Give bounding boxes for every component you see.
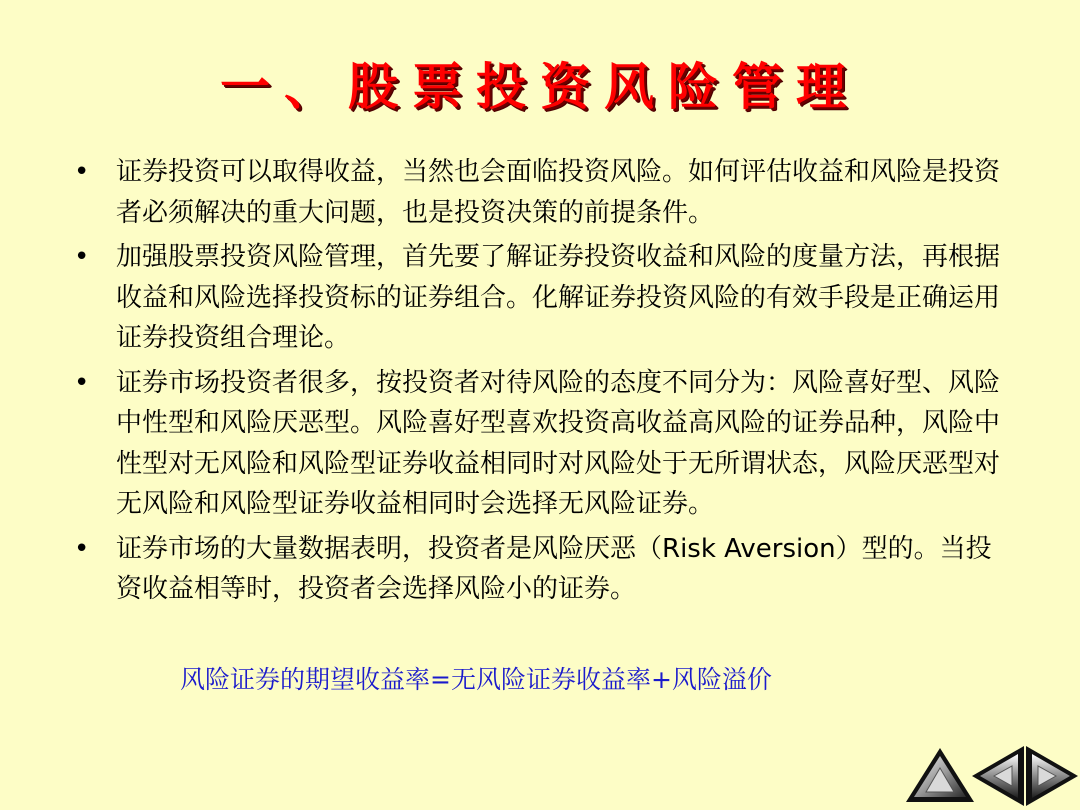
formula-text: 风险证券的期望收益率=无风险证券收益率+风险溢价 <box>180 665 772 694</box>
bullet-marker: • <box>74 367 90 398</box>
bullet-text: 加强股票投资风险管理，首先要了解证券投资收益和风险的度量方法，再根据收益和风险选择投资标的证券组合。化解证券投资风险的有效手段是正确运用证券投资组合理论。 <box>116 242 1001 353</box>
bullet-list <box>70 152 1000 614</box>
bullet-text: 证券市场的大量数据表明，投资者是风险厌恶（Risk Aversion）型的。当投资收益相等时，投资者会选择风险小的证券。 <box>116 533 992 604</box>
bullet-item <box>70 152 1000 233</box>
nav-prev-icon[interactable] <box>972 746 1024 806</box>
bullet-marker: • <box>74 157 90 187</box>
bullet-text: 证券投资可以取得收益，当然也会面临投资风险。如何评估收益和风险是投资者必须解决的重大问题，也是投资决策的前提条件。 <box>116 157 1001 228</box>
nav-up-icon[interactable] <box>906 748 974 802</box>
bullet-marker: • <box>74 533 90 564</box>
bullet-marker: • <box>74 242 90 272</box>
bullet-item <box>70 363 1000 525</box>
slide-navigation <box>904 742 1080 810</box>
bullet-item <box>70 237 1000 359</box>
bullet-item <box>70 529 1000 610</box>
slide-title: 一、股票投资风险管理 <box>220 58 860 116</box>
bullet-text: 证券市场投资者很多，按投资者对待风险的态度不同分为：风险喜好型、风险中性型和风险厌恶型。风险喜好型喜欢投资高收益高风险的证券品种，风险中性型对无风险和风险型证券收益相同时对风险处于无所谓状态，风险厌恶型对无风险和风险型证券收益相同时会选择无风险证券。 <box>116 367 1001 519</box>
nav-next-icon[interactable] <box>1026 746 1078 806</box>
